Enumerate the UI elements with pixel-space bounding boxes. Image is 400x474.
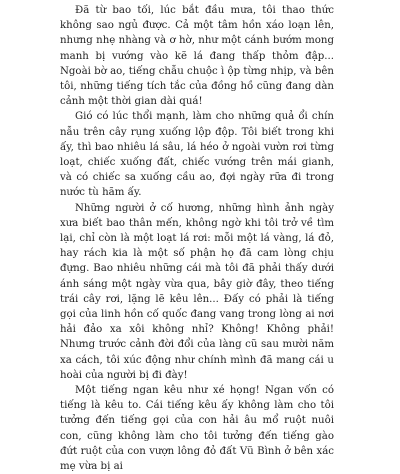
paragraph-2: Gió có lúc thổi mạnh, làm cho những quả ổi chín nẫu trên cây rụng xuống lộp độp. Tôi biết trong khi ấy, thì bao nhiêu lá sâu, lá héo ở ngoài vườn rơi từng loạt, chiếc xuống đất, chiếc vướng trên mái gianh, và có chiếc sa xuống cầu ao, đợi ngày rữa đi trong nước tù hãm ấy. [60, 111, 334, 199]
paragraph-4: Một tiếng ngan kêu như xé họng! Ngan vốn có tiếng là kêu to. Cái tiếng kêu ấy không làm cho tôi tưởng đến tiếng gọi của con hải âu mổ ruột nuôi con, cũng không làm cho tôi tưởng đến tiếng gào đứt ruột của con vượn lông đỏ đất Vũ Bình ở bên xác mẹ vừa bị ai [60, 385, 334, 473]
paragraph-1: Đã từ bao tối, lúc bắt đầu mưa, tôi thao thức không sao ngủ được. Cả một tâm hồn xáo loạn lên, nhưng nhẹ nhàng và ơ hờ, như một cánh bướm mong manh bị vướng vào kẽ lá đang thấp thỏm đập... Ngoài bờ ao, tiếng chẫu chuộc ì ộp từng nhịp, và bên tôi, những tiếng tích tắc của đồng hồ cũng đang dàn cảnh một thời gian dài quá! [60, 5, 334, 108]
paragraph-3: Những người ở cố hương, những hình ảnh ngày xưa biết bao thân mến, không ngờ khi tôi trở về tìm lại, chỉ còn là một loạt lá rơi: mỗi một lá vàng, lá đỏ, hay rách kia là một số phận họ đã cam lòng chịu đựng. Bao nhiêu những cái mà tôi đã phải thấy dưới ánh sáng một ngày vừa qua, bây giờ đây, theo tiếng trái cây rơi, lặng lẽ kêu lên... Đấy có phải là tiếng gọi của linh hồn cố quốc đang vang trong lòng ai nơi hải đảo xa xôi không nhỉ? Không! Không phải! Nhưng trước cảnh đời đổi của làng cũ sau mười năm xa cách, tôi xúc động như chính mình đã mang cái u hoài của người bị đi đày! [60, 202, 334, 381]
